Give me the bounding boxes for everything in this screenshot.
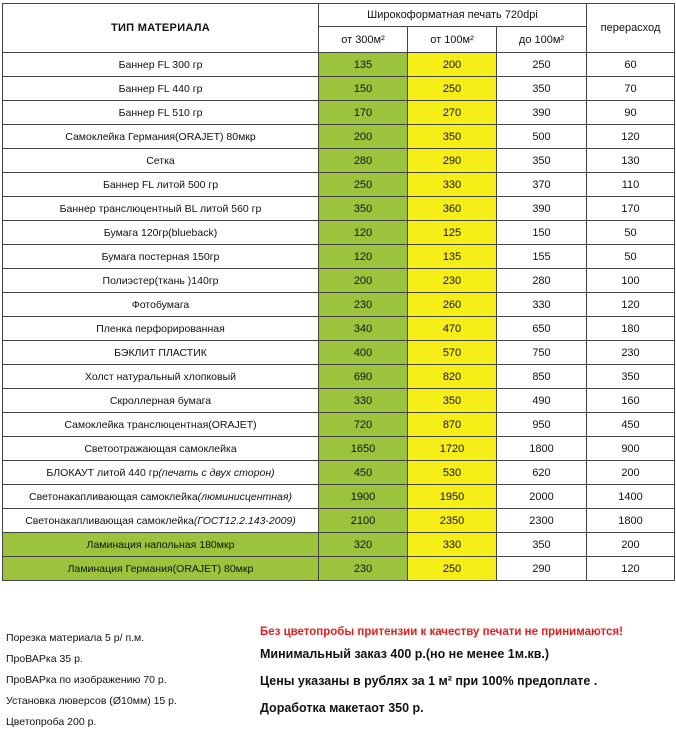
- material-name: [3, 317, 319, 341]
- price-up-to-100: 370: [497, 173, 587, 197]
- table-row: [3, 557, 675, 581]
- price-from-100: 260: [408, 293, 497, 317]
- table-row: [3, 389, 675, 413]
- price-up-to-100: 2000: [497, 485, 587, 509]
- price-from-100: 820: [408, 365, 497, 389]
- material-name-text: Фотобумага: [131, 298, 190, 311]
- table-row: [3, 293, 675, 317]
- material-name: [3, 101, 319, 125]
- material-name: [3, 53, 319, 77]
- overuse-price: 1800: [587, 509, 675, 533]
- material-name: [3, 461, 319, 485]
- price-from-100: 360: [408, 197, 497, 221]
- price-from-300: 170: [319, 101, 408, 125]
- table-row: [3, 365, 675, 389]
- material-name-note: (люминисцентная): [197, 490, 292, 503]
- price-up-to-100: 150: [497, 221, 587, 245]
- overuse-price: 230: [587, 341, 675, 365]
- material-name-text: Бумага 120гр(blueback): [103, 226, 218, 239]
- col-up-to-100-header: до 100м²: [497, 27, 587, 53]
- overuse-price: 160: [587, 389, 675, 413]
- material-name: [3, 365, 319, 389]
- material-name: [3, 197, 319, 221]
- overuse-price: 180: [587, 317, 675, 341]
- material-name: [3, 245, 319, 269]
- table-row: [3, 173, 675, 197]
- overuse-price: 120: [587, 125, 675, 149]
- price-from-300: 1650: [319, 437, 408, 461]
- material-name: [3, 437, 319, 461]
- table-row: [3, 197, 675, 221]
- price-up-to-100: 650: [497, 317, 587, 341]
- overuse-price: 60: [587, 53, 675, 77]
- price-up-to-100: 250: [497, 53, 587, 77]
- prices-note-text: Цены указаны в рублях за 1 м² при 100% предоплате .: [260, 674, 598, 688]
- material-name-text: Пленка перфорированная: [96, 322, 225, 335]
- overuse-price: 200: [587, 461, 675, 485]
- table-row: [3, 221, 675, 245]
- price-from-300: 230: [319, 557, 408, 581]
- price-from-300: 120: [319, 221, 408, 245]
- price-up-to-100: 490: [497, 389, 587, 413]
- price-from-300: 690: [319, 365, 408, 389]
- material-name: [3, 221, 319, 245]
- overuse-price: 170: [587, 197, 675, 221]
- material-name-text: Скроллерная бумага: [109, 394, 212, 407]
- material-name-text: Ламинация напольная 180мкр: [86, 538, 235, 551]
- price-from-300: 150: [319, 77, 408, 101]
- price-up-to-100: 620: [497, 461, 587, 485]
- material-name: [3, 149, 319, 173]
- overuse-price: 350: [587, 365, 675, 389]
- price-up-to-100: 390: [497, 197, 587, 221]
- material-name: [3, 485, 319, 509]
- table-row: [3, 245, 675, 269]
- price-from-300: 330: [319, 389, 408, 413]
- price-from-100: 250: [408, 557, 497, 581]
- material-name: [3, 533, 319, 557]
- material-name: [3, 341, 319, 365]
- overuse-price: 200: [587, 533, 675, 557]
- overuse-price: 110: [587, 173, 675, 197]
- price-from-300: 350: [319, 197, 408, 221]
- material-name-text: Холст натуральный хлопковый: [84, 370, 237, 383]
- price-up-to-100: 390: [497, 101, 587, 125]
- table-row: [3, 341, 675, 365]
- material-name-text: Бумага постерная 150гр: [101, 250, 220, 263]
- price-up-to-100: 330: [497, 293, 587, 317]
- price-from-100: 350: [408, 125, 497, 149]
- price-from-100: 470: [408, 317, 497, 341]
- price-from-100: 230: [408, 269, 497, 293]
- material-name-note: (печать с двух сторон): [158, 466, 275, 479]
- price-from-300: 450: [319, 461, 408, 485]
- price-up-to-100: 280: [497, 269, 587, 293]
- price-from-100: 270: [408, 101, 497, 125]
- table-row: [3, 125, 675, 149]
- price-from-300: 200: [319, 125, 408, 149]
- min-order-text: Минимальный заказ 400 р.(но не менее 1м.кв.): [260, 647, 550, 661]
- material-name-text: Ламинация Германия(ORAJET) 80мкр: [67, 562, 254, 575]
- material-name-text: Баннер FL 510 гр: [118, 106, 203, 119]
- col-from-100-header: от 100м²: [408, 27, 497, 53]
- price-up-to-100: 155: [497, 245, 587, 269]
- price-up-to-100: 750: [497, 341, 587, 365]
- material-name-note: (ГОСТ12.2.143-2009): [193, 514, 296, 527]
- table-row: [3, 485, 675, 509]
- price-from-100: 290: [408, 149, 497, 173]
- table-row: [3, 101, 675, 125]
- price-from-100: 135: [408, 245, 497, 269]
- price-from-100: 200: [408, 53, 497, 77]
- table-row: [3, 53, 675, 77]
- material-name: [3, 77, 319, 101]
- services-list: [6, 628, 177, 733]
- price-table: [2, 3, 675, 581]
- price-from-100: 330: [408, 533, 497, 557]
- price-up-to-100: 500: [497, 125, 587, 149]
- material-name: [3, 173, 319, 197]
- service-item: ПроВАРка 35 р.: [6, 653, 83, 665]
- price-up-to-100: 1800: [497, 437, 587, 461]
- price-from-300: 320: [319, 533, 408, 557]
- overuse-price: 90: [587, 101, 675, 125]
- price-from-100: 125: [408, 221, 497, 245]
- table-row: [3, 269, 675, 293]
- overuse-price: 120: [587, 293, 675, 317]
- price-from-100: 530: [408, 461, 497, 485]
- print-type-header: Широкоформатная печать 720dpi: [319, 4, 587, 27]
- layout-fee-text: Доработка макетаот 350 р.: [260, 701, 424, 715]
- service-item: ПроВАРка по изображению 70 р.: [6, 674, 167, 686]
- price-from-300: 120: [319, 245, 408, 269]
- table-row: [3, 533, 675, 557]
- price-from-100: 350: [408, 389, 497, 413]
- price-from-100: 2350: [408, 509, 497, 533]
- overuse-price: 1400: [587, 485, 675, 509]
- price-from-100: 250: [408, 77, 497, 101]
- material-name-text: Сетка: [146, 154, 175, 167]
- material-name-text: Баннер FL 440 гр: [118, 82, 203, 95]
- table-row: [3, 317, 675, 341]
- table-row: [3, 77, 675, 101]
- table-row: [3, 461, 675, 485]
- material-type-header: ТИП МАТЕРИАЛА: [3, 4, 319, 53]
- table-row: [3, 437, 675, 461]
- material-name: [3, 413, 319, 437]
- overuse-price: 50: [587, 245, 675, 269]
- overuse-header: перерасход: [587, 4, 675, 53]
- price-up-to-100: 2300: [497, 509, 587, 533]
- overuse-price: 70: [587, 77, 675, 101]
- overuse-price: 900: [587, 437, 675, 461]
- material-name-text: Светонакапливающая самоклейка: [25, 514, 194, 527]
- material-name-text: Светоотражающая самоклейка: [84, 442, 237, 455]
- service-item: Порезка материала 5 р/ п.м.: [6, 632, 145, 644]
- overuse-price: 100: [587, 269, 675, 293]
- price-up-to-100: 350: [497, 77, 587, 101]
- material-name-text: Баннер транслюцентный BL литой 560 гр: [59, 202, 262, 215]
- col-from-300-header: от 300м²: [319, 27, 408, 53]
- material-name-text: Баннер FL литой 500 гр: [102, 178, 219, 191]
- price-from-300: 250: [319, 173, 408, 197]
- material-name-text: Самоклейка транслюцентная(ORAJET): [64, 418, 257, 431]
- price-from-300: 720: [319, 413, 408, 437]
- price-up-to-100: 950: [497, 413, 587, 437]
- price-from-100: 1720: [408, 437, 497, 461]
- service-item: Установка люверсов (Ø10мм) 15 р.: [6, 695, 177, 707]
- price-from-100: 1950: [408, 485, 497, 509]
- material-name: [3, 125, 319, 149]
- price-from-300: 340: [319, 317, 408, 341]
- price-up-to-100: 850: [497, 365, 587, 389]
- material-name-text: БЭКЛИТ ПЛАСТИК: [114, 346, 207, 359]
- price-from-100: 570: [408, 341, 497, 365]
- material-name-text: БЛОКАУТ литой 440 гр: [46, 466, 159, 479]
- notes-block: [260, 626, 675, 715]
- material-name: [3, 557, 319, 581]
- price-from-300: 135: [319, 53, 408, 77]
- overuse-price: 130: [587, 149, 675, 173]
- warning-text: Без цветопробы притензии к качеству печати не принимаются!: [260, 626, 623, 638]
- price-up-to-100: 290: [497, 557, 587, 581]
- price-from-100: 330: [408, 173, 497, 197]
- material-name-text: Светонакапливающая самоклейка: [29, 490, 198, 503]
- table-row: [3, 149, 675, 173]
- material-name: [3, 389, 319, 413]
- price-from-300: 230: [319, 293, 408, 317]
- material-name: [3, 269, 319, 293]
- overuse-price: 450: [587, 413, 675, 437]
- table-row: [3, 509, 675, 533]
- material-name: [3, 509, 319, 533]
- price-from-300: 2100: [319, 509, 408, 533]
- price-up-to-100: 350: [497, 533, 587, 557]
- price-from-100: 870: [408, 413, 497, 437]
- price-from-300: 200: [319, 269, 408, 293]
- material-name-text: Полиэстер(ткань )140гр: [102, 274, 219, 287]
- material-name: [3, 293, 319, 317]
- overuse-price: 120: [587, 557, 675, 581]
- price-from-300: 280: [319, 149, 408, 173]
- overuse-price: 50: [587, 221, 675, 245]
- service-item: Цветопроба 200 р.: [6, 716, 97, 728]
- table-row: [3, 413, 675, 437]
- price-up-to-100: 350: [497, 149, 587, 173]
- price-from-300: 1900: [319, 485, 408, 509]
- material-name-text: Баннер FL 300 гр: [118, 58, 203, 71]
- price-from-300: 400: [319, 341, 408, 365]
- material-name-text: Самоклейка Германия(ORAJET) 80мкр: [65, 130, 256, 143]
